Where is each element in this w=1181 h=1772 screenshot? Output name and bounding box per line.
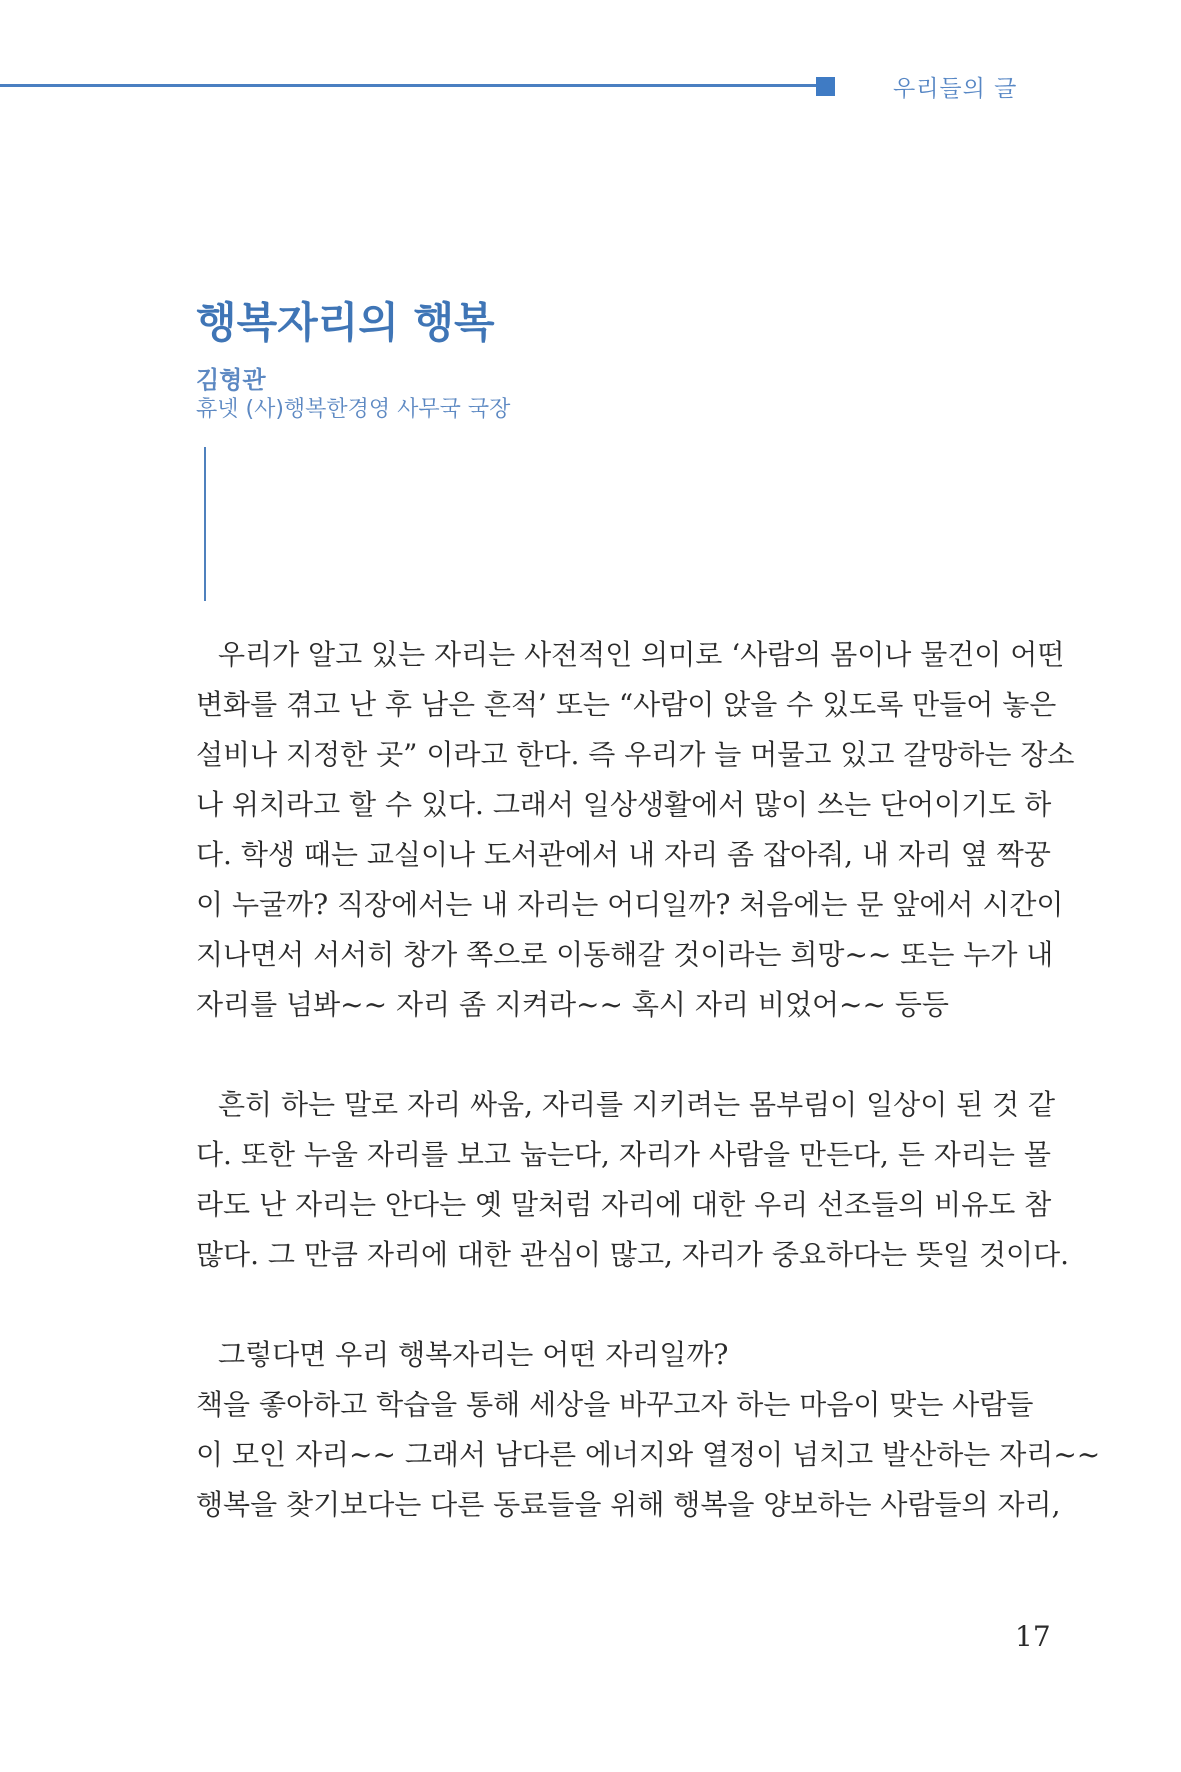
body-line: 그렇다면 우리 행복자리는 어떤 자리일까? <box>218 1338 729 1371</box>
body-line: 다. 또한 누울 자리를 보고 눕는다, 자리가 사람을 만든다, 든 자리는 몰 <box>196 1138 1051 1171</box>
body-line: 많다. 그 만큼 자리에 대한 관심이 많고, 자리가 중요하다는 뜻일 것이다. <box>196 1238 1070 1271</box>
body-line: 자리를 넘봐~~ 자리 좀 지켜라~~ 혹시 자리 비었어~~ 등등 <box>196 988 949 1021</box>
header-square-marker <box>816 77 835 96</box>
body-line: 책을 좋아하고 학습을 통해 세상을 바꾸고자 하는 마음이 맞는 사람들 <box>196 1388 1034 1421</box>
section-label: 우리들의 글 <box>893 76 1018 102</box>
paragraph-3 <box>196 1330 1101 1530</box>
author-affiliation: 휴넷 (사)행복한경영 사무국 국장 <box>196 397 511 422</box>
author-name: 김형관 <box>196 366 266 394</box>
body-line: 지나면서 서서히 창가 쪽으로 이동해갈 것이라는 희망~~ 또는 누가 내 <box>196 938 1054 971</box>
paragraph-1 <box>196 630 1075 1030</box>
body-line: 나 위치라고 할 수 있다. 그래서 일상생활에서 많이 쓰는 단어이기도 하 <box>196 788 1052 821</box>
body-line: 흔히 하는 말로 자리 싸움, 자리를 지키려는 몸부림이 일상이 된 것 같 <box>218 1088 1056 1121</box>
article-title: 행복자리의 행복 <box>196 298 495 347</box>
article-body <box>196 630 1101 1580</box>
page-number: 17 <box>1015 1620 1051 1653</box>
body-line: 변화를 겪고 난 후 남은 흔적’ 또는 “사람이 앉을 수 있도록 만들어 놓은 <box>196 688 1057 721</box>
body-line: 행복을 찾기보다는 다른 동료들을 위해 행복을 양보하는 사람들의 자리, <box>196 1488 1061 1521</box>
body-line: 이 모인 자리~~ 그래서 남다른 에너지와 열정이 넘치고 발산하는 자리~~ <box>196 1438 1101 1471</box>
header-rule <box>0 84 822 87</box>
paragraph-2 <box>196 1080 1070 1280</box>
body-line: 설비나 지정한 곳” 이라고 한다. 즉 우리가 늘 머물고 있고 갈망하는 장소 <box>196 738 1075 771</box>
body-line: 이 누굴까? 직장에서는 내 자리는 어디일까? 처음에는 문 앞에서 시간이 <box>196 888 1064 921</box>
body-line: 다. 학생 때는 교실이나 도서관에서 내 자리 좀 잡아줘, 내 자리 옆 짝꿍 <box>196 838 1051 871</box>
body-line: 우리가 알고 있는 자리는 사전적인 의미로 ‘사람의 몸이나 물건이 어떤 <box>218 638 1065 671</box>
body-line: 라도 난 자리는 안다는 옛 말처럼 자리에 대한 우리 선조들의 비유도 참 <box>196 1188 1052 1221</box>
vertical-accent-bar <box>204 447 206 601</box>
